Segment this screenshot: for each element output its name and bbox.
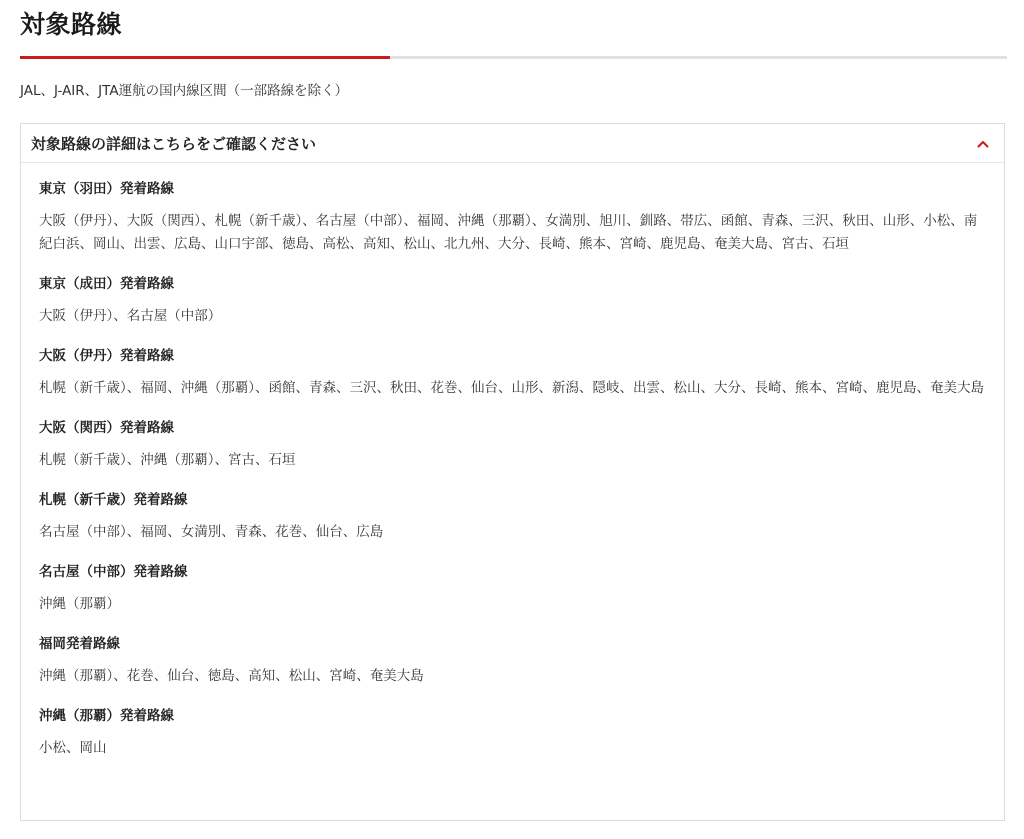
route-group-kansai <box>39 418 986 472</box>
route-group-fukuoka <box>39 634 986 688</box>
accordion-title: 対象路線の詳細はこちらをご確認ください <box>31 134 317 153</box>
route-list: 名古屋（中部）、福岡、女満別、青森、花巻、仙台、広島 <box>39 524 384 540</box>
route-heading: 東京（成田）発着路線 <box>39 276 174 292</box>
route-list: 沖縄（那覇） <box>39 596 120 612</box>
chevron-up-icon[interactable] <box>976 136 990 150</box>
accordion-header[interactable] <box>21 124 1004 163</box>
route-group-itami <box>39 346 986 400</box>
route-heading: 大阪（関西）発着路線 <box>39 420 174 436</box>
route-list: 札幌（新千歳）、沖縄（那覇）、宮古、石垣 <box>39 452 296 468</box>
routes-accordion <box>20 123 1005 821</box>
title-underline <box>20 56 1007 59</box>
page-title: 対象路線 <box>20 10 123 39</box>
accordion-body <box>21 163 1004 760</box>
route-group-haneda <box>39 179 986 256</box>
route-heading: 大阪（伊丹）発着路線 <box>39 348 174 364</box>
route-group-shin-chitose <box>39 490 986 544</box>
route-heading: 札幌（新千歳）発着路線 <box>39 492 188 508</box>
route-list: 沖縄（那覇）、花巻、仙台、徳島、高知、松山、宮崎、奄美大島 <box>39 668 424 684</box>
title-underline-accent <box>20 56 390 59</box>
page-container <box>20 0 1007 756</box>
route-group-narita <box>39 274 986 328</box>
route-heading: 福岡発着路線 <box>39 636 120 652</box>
route-heading: 沖縄（那覇）発着路線 <box>39 708 174 724</box>
route-list: 大阪（伊丹）、大阪（関西）、札幌（新千歳）、名古屋（中部）、福岡、沖縄（那覇）、女満別、旭川、釧路、帯広、函館、青森、三沢、秋田、山形、小松、南紀白浜、岡山、出雲、広島、山口宇部、徳島、高松、高知、松山、北九州、大分、長崎、熊本、宮崎、鹿児島、奄美大島、宮古、石垣 <box>39 213 978 252</box>
route-list: 小松、岡山 <box>39 740 107 756</box>
route-group-naha <box>39 706 986 760</box>
route-list: 札幌（新千歳）、福岡、沖縄（那覇）、函館、青森、三沢、秋田、花巻、仙台、山形、新潟、隠岐、出雲、松山、大分、長崎、熊本、宮崎、鹿児島、奄美大島 <box>39 380 984 396</box>
intro-text: JAL、J-AIR、JTA運航の国内線区間（一部路線を除く） <box>20 83 349 99</box>
route-group-chubu <box>39 562 986 616</box>
route-heading: 東京（羽田）発着路線 <box>39 181 174 197</box>
route-heading: 名古屋（中部）発着路線 <box>39 564 188 580</box>
route-list: 大阪（伊丹）、名古屋（中部） <box>39 308 222 324</box>
